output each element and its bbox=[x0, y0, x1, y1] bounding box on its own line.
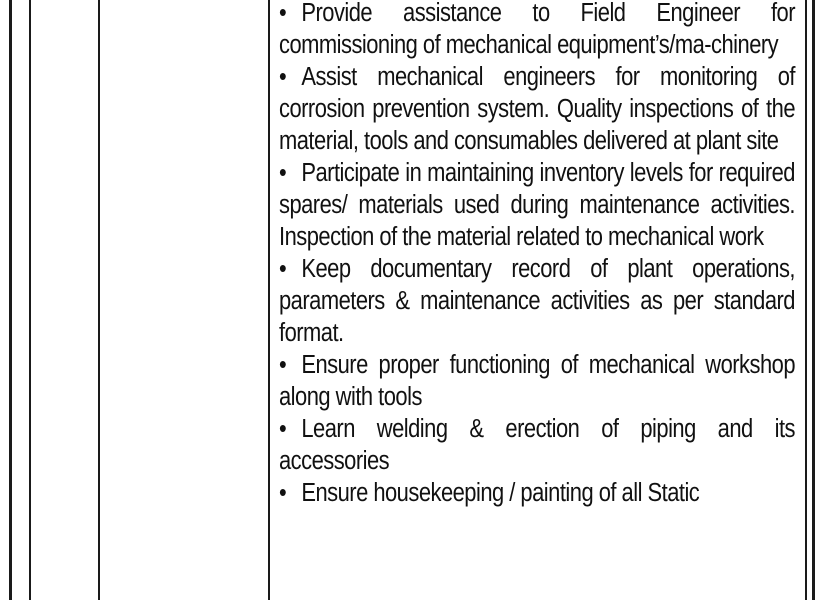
duty-text: Keep documentary record of plant operations, parameters & maintenance activities as per standard format. bbox=[279, 255, 795, 347]
duty-text: Provide assistance to Field Engineer for commissioning of mechanical equipment’s/ma-chinery bbox=[279, 0, 795, 59]
bullet-marker: • bbox=[279, 415, 287, 443]
duty-text: Learn welding & erection of piping and its accessories bbox=[279, 415, 795, 475]
table-column-divider-2 bbox=[268, 0, 270, 600]
table-border-outer-left bbox=[9, 0, 12, 600]
duty-item bbox=[279, 61, 795, 157]
table-column-divider-1 bbox=[98, 0, 100, 600]
table-border-outer-right bbox=[812, 0, 815, 600]
duty-text: Ensure proper functioning of mechanical workshop along with tools bbox=[279, 351, 795, 411]
table-border-inner-left bbox=[29, 0, 31, 600]
duty-text: Assist mechanical engineers for monitoring of corrosion prevention system. Quality inspections of the material, tools and consumables delivered at plant site bbox=[279, 63, 795, 155]
bullet-marker: • bbox=[279, 0, 287, 27]
bullet-marker: • bbox=[279, 159, 287, 187]
duty-item bbox=[279, 0, 795, 61]
duty-item bbox=[279, 477, 795, 509]
bullet-marker: • bbox=[279, 63, 287, 91]
bullet-marker: • bbox=[279, 255, 287, 283]
bullet-marker: • bbox=[279, 479, 287, 507]
bullet-marker: • bbox=[279, 351, 287, 379]
duty-text: Participate in maintaining inventory levels for required spares/ materials used during maintenance activities. Inspection of the material related to mechanical work bbox=[279, 159, 795, 251]
duty-text: Ensure housekeeping / painting of all Static bbox=[301, 479, 700, 507]
duty-item bbox=[279, 349, 795, 413]
duty-item bbox=[279, 253, 795, 349]
duty-item bbox=[279, 413, 795, 477]
duty-item bbox=[279, 157, 795, 253]
table-border-inner-right bbox=[805, 0, 807, 600]
job-duties-cell bbox=[279, 0, 795, 509]
